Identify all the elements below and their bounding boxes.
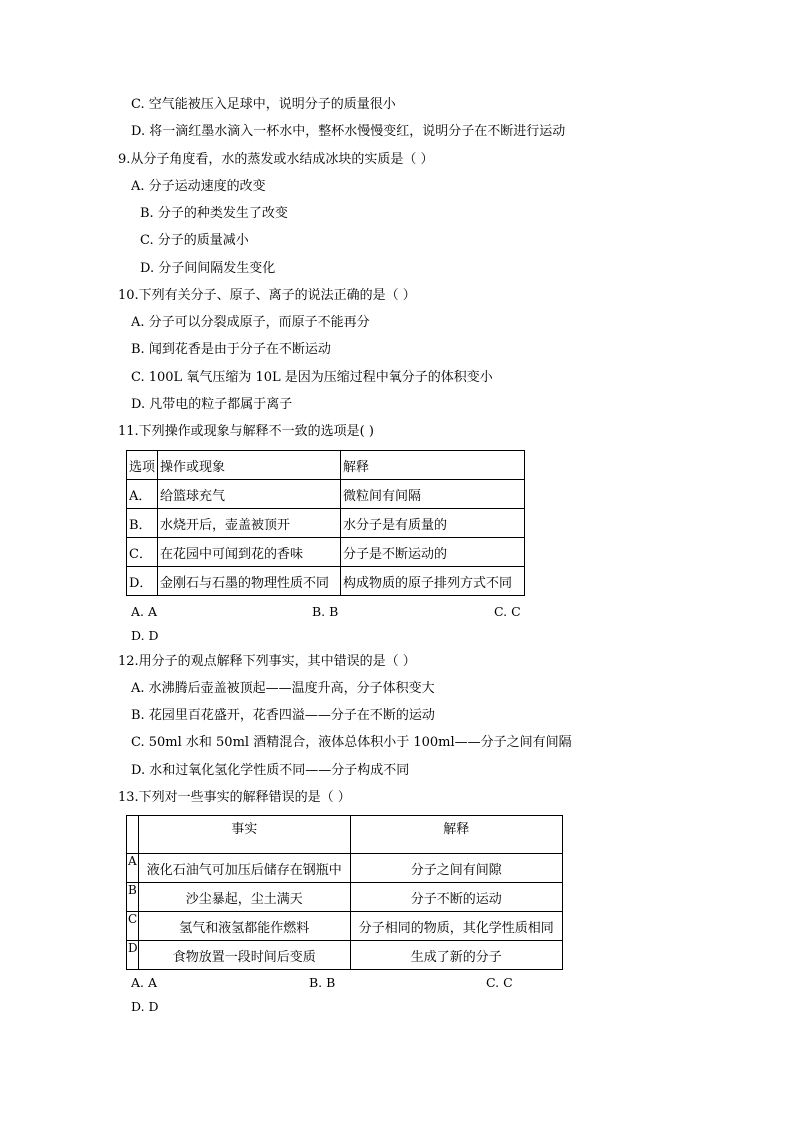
q13-option-b: B. B [309, 975, 336, 990]
q9-option-d: D. 分子间间隔发生变化 [140, 261, 276, 276]
table-cell: B． [127, 509, 158, 538]
q10-option-c: C. 100L 氧气压缩为 10L 是因为压缩过程中氧分子的体积变小 [131, 370, 493, 385]
table-cell: 给篮球充气 [158, 480, 341, 509]
q10-stem: 10.下列有关分子、原子、离子的说法正确的是（ ） [118, 288, 416, 303]
table-cell: 水分子是有质量的 [341, 509, 525, 538]
q12-option-c: C. 50ml 水和 50ml 酒精混合，液体总体积小于 100ml——分子之间有间隔 [131, 735, 572, 750]
table-cell: C． [127, 538, 158, 567]
table-cell: 分子之间有间隙 [350, 854, 563, 883]
q13-option-d: D. D [131, 999, 159, 1014]
table-cell: D [127, 941, 139, 970]
table-cell: 生成了新的分子 [350, 941, 563, 970]
table-cell: 氢气和液氢都能作燃料 [138, 912, 350, 941]
q11-option-c: C. C [494, 604, 521, 619]
table-cell: 水烧开后，壶盖被顶开 [158, 509, 341, 538]
table-row [127, 480, 525, 509]
table-row [127, 567, 525, 596]
q12-stem: 12.用分子的观点解释下列事实，其中错误的是（ ） [118, 654, 416, 669]
table-row [127, 854, 563, 883]
q13-option-c: C. C [486, 975, 513, 990]
table-header-cell: 事实 [138, 816, 350, 854]
table-cell: 沙尘暴起，尘土满天 [138, 883, 350, 912]
q12-option-d: D. 水和过氧化氢化学性质不同——分子构成不同 [131, 763, 410, 778]
table-header-row [127, 816, 563, 854]
table-cell: 液化石油气可加压后储存在钢瓶中 [138, 854, 350, 883]
table-cell: 在花园中可闻到花的香味 [158, 538, 341, 567]
table-row [127, 509, 525, 538]
table-header-cell: 解释 [341, 451, 525, 480]
table-cell: C [127, 912, 139, 941]
q8-option-d: D. 将一滴红墨水滴入一杯水中，整杯水慢慢变红，说明分子在不断进行运动 [131, 124, 566, 139]
table-header-row [127, 451, 525, 480]
q11-table [126, 450, 525, 596]
q12-option-a: A. 水沸腾后壶盖被顶起——温度升高，分子体积变大 [131, 681, 435, 696]
table-cell: 分子不断的运动 [350, 883, 563, 912]
table-header-cell: 解释 [350, 816, 563, 854]
q12-option-b: B. 花园里百花盛开，花香四溢——分子在不断的运动 [131, 708, 435, 723]
table-cell: 构成物质的原子排列方式不同 [341, 567, 525, 596]
q9-option-b: B. 分子的种类发生了改变 [140, 206, 288, 221]
table-cell: A [127, 854, 139, 883]
table-row [127, 941, 563, 970]
q11-stem: 11.下列操作或现象与解释不一致的选项是( ) [118, 424, 374, 439]
q10-option-a: A. 分子可以分裂成原子，而原子不能再分 [131, 315, 370, 330]
table-cell: D． [127, 567, 158, 596]
table-cell: 食物放置一段时间后变质 [138, 941, 350, 970]
table-row [127, 912, 563, 941]
q13-option-a: A. A [131, 975, 158, 990]
q11-option-d: D. D [131, 628, 159, 643]
q9-option-c: C. 分子的质量减小 [140, 233, 249, 248]
q11-option-a: A. A [131, 604, 158, 619]
table-cell: 金刚石与石墨的物理性质不同 [158, 567, 341, 596]
q11-option-b: B. B [312, 604, 339, 619]
table-header-cell: 选项 [127, 451, 158, 480]
q13-stem: 13.下列对一些事实的解释错误的是（ ） [118, 790, 351, 805]
q9-stem: 9.从分子角度看，水的蒸发或水结成冰块的实质是（ ） [118, 152, 434, 167]
table-header-cell: 操作或现象 [158, 451, 341, 480]
table-cell: A． [127, 480, 158, 509]
table-cell: 微粒间有间隔 [341, 480, 525, 509]
q10-option-b: B. 闻到花香是由于分子在不断运动 [131, 342, 331, 357]
q13-table [126, 815, 563, 970]
q10-option-d: D. 凡带电的粒子都属于离子 [131, 397, 293, 412]
q8-option-c: C. 空气能被压入足球中，说明分子的质量很小 [131, 97, 396, 112]
table-row [127, 538, 525, 567]
table-cell: B [127, 883, 139, 912]
table-cell: 分子是不断运动的 [341, 538, 525, 567]
table-cell: 分子相同的物质，其化学性质相同 [350, 912, 563, 941]
table-row [127, 883, 563, 912]
q9-option-a: A. 分子运动速度的改变 [131, 179, 266, 194]
table-header-cell [127, 816, 139, 854]
